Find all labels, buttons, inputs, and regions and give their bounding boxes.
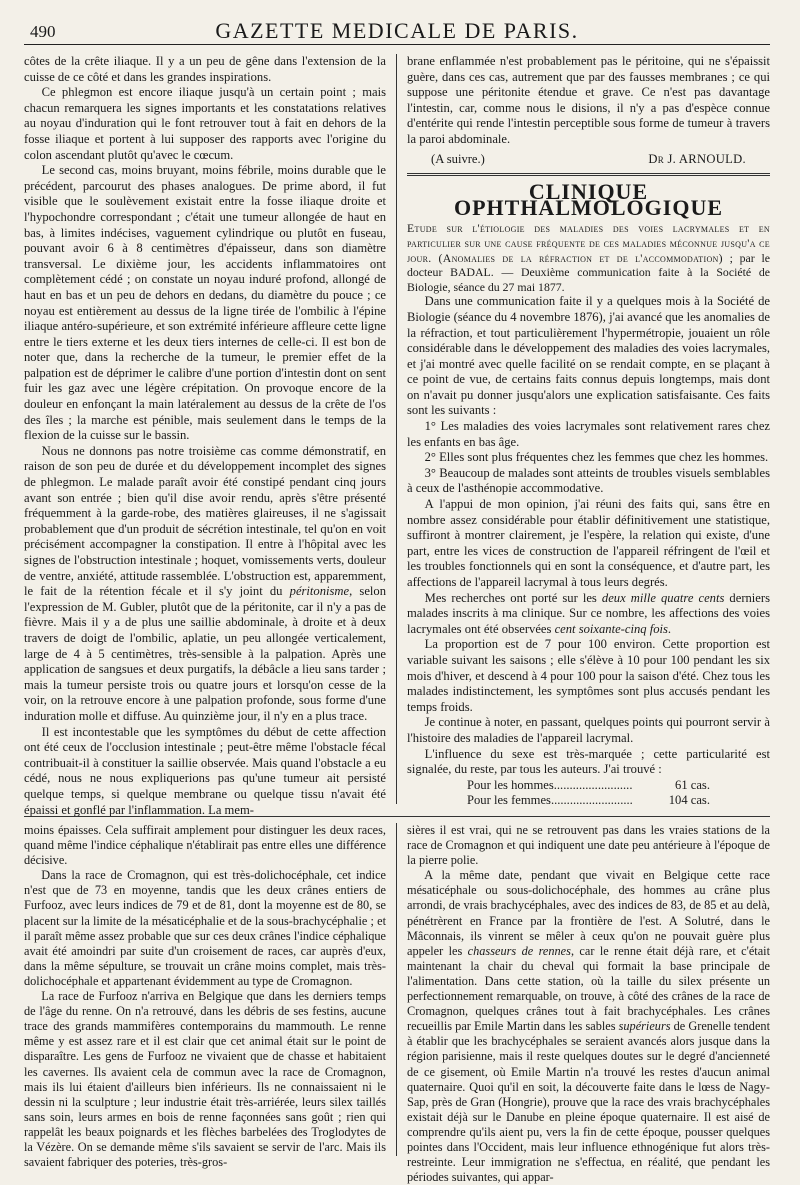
paragraph: Je continue à noter, en passant, quelques points qui pourront servir à l'histoire des maladies de l'appareil lacrymal. [407,715,770,745]
section-title: CLINIQUE OPHTHALMOLOGIQUE [453,179,724,220]
stat-row-men: Pour les hommes......................... 61 cas. [467,777,710,792]
paragraph: Il est incontestable que les symptômes du début de cette affection ont été ceux de l'occlusion intestinale ; peut-être même l'obstacle fécal contribuait-il à constituer la saillie observée. Mais quand l'obstacle a eu cédé, nous ne nous expliquerions pas qu'une tumeur ait persisté quelque temps, si quelque membrane ou quelque tissu n'avait été épaissi et gonflé par l'inflammation. La mem- [24,724,386,817]
paragraph: La proportion est de 7 pour 100 environ. Cette proportion est variable suivant les saisons ; elle s'élève à 10 pour 100 pendant les six mois d'hiver, et descend à 4 pour 100 pour la saison d'été. Chez tous les malades indistinctement, les symptômes sont plus accusés pendant les temps froids. [407,637,770,714]
bottom-section [24,816,771,1185]
paragraph: moins épaisses. Cela suffirait amplement pour distinguer les deux races, quand même l'indice céphalique n'établirait pas entre elles une différence décisive. [24,823,386,868]
paragraph: Nous ne donnons pas notre troisième cas comme démonstratif, en raison de son peu de durée et du développement incomplet des signes de phlegmon. Le malade paraît avoir été constipé pendant cinq jours avant son entrée ; bien qu'il dise avoir rendu, après s'être présenté fréquemment à la garde-robe, des matières glaireuses, il ne s'agissait probablement que d'un produit de sécrétion intestinale, tel qu'on en voit précisément accompagner la constipation. Il entre à l'hôpital avec les signes de l'obstruction intestinale ; hoquet, vomissements verts, douleur de ventre, anxiété, attitude rassemblée. L'obstruction est, apparemment, le fait de la rétention fécale et il s'y joint du péritonisme, selon l'expression de M. Gubler, plutôt que de la péritonite, car il n'y a pas de fièvre. Mais il y a de plus une saillie abdominale, à droite et à deux travers de doigt de l'ombilic, aplatie, un peu allongée verticalement, large de 4 à 5 centimètres, très-sensible à la palpation. Après une application de sangsues et deux purgatifs, la débâcle a lieu sans tarder ; mais la tumeur persiste trois ou quatre jours et lorsqu'on cesse de la voir, on la retrouve encore à une palpation profonde, sous forme d'une induration molle et diffuse. Au quinzième jour, il n'y en a plus trace. [24,443,386,723]
paragraph: Ce phlegmon est encore iliaque jusqu'à un certain point ; mais chacun remarquera les signes importants et les constatations relatives au noyau d'induration qui le font retrouver tout à fait en dehors de la fosse iliaque et portent à lui supposer des rapports avec l'origine du colon ascendant plutôt qu'avec le cœcum. [24,85,386,162]
paragraph: Dans une communication faite il y a quelques mois à la Société de Biologie (séance du 4 novembre 1876), j'ai avancé que les anomalies de la réfraction, et tout particulièrement l'hypermétropie, jouaient un rôle considérable dans le développement des maladies des voies lacrymales, et j'ai montré avec quelle facilité on se rendait compte, en se plaçant à ce point de vue, de certains faits connus depuis longtemps, mais dont on n'avait pu donner jusqu'alors une explication satisfaisante. Ces faits sont les suivants : [407,294,770,418]
right-column [397,54,770,808]
paragraph: 1° Les maladies des voies lacrymales sont relativement rares chez les enfants en bas âge. [407,419,770,449]
page-header [24,14,770,45]
paragraph: La race de Furfooz n'arriva en Belgique que dans les derniers temps de l'âge du renne. On n'a retrouvé, dans les débris de ses festins, aucune trace des grands mammifères contemporains du mammouth. Le renne même y est assez rare et il est clair que cet animal était sur le point de disparaître. Les gens de Furfooz ne vivaient que de chasse et habitaient les cavernes. Ils avaient cela de commun avec la race de Cromagnon, mais ils lui étaient d'ailleurs bien inférieurs. Ils ne connaissaient ni le dessin ni la sculpture ; leur industrie était très-arriérée, leurs silex taillés sans soin, leurs armes en bois de renne façonnées sans goût ; rien qui rappelât les beaux poignards et les flèches barbelées des Troglodytes de la Vézère. On se demande même s'ils savaient se servir de l'arc. Mais ils savaient fabriquer des poteries, très-gros- [24,989,386,1170]
to-be-continued: (A suivre.) [431,151,485,166]
bottom-right-column [397,823,771,1185]
paragraph: A la même date, pendant que vivait en Belgique cette race mésaticéphale ou sous-dolichocéphale, des hommes au crâne plus arrondi, de vrais brachycéphales, avec des indices de 83, de 85 et au delà, pénétrèrent en France par la frontière de l'est. A Solutré, dans le Mâconnais, ils vinrent se mêler à ceux qu'on ne pouvait guère plus appeler les chasseurs de rennes, car le renne était déjà rare, et c'était maintenant la chair du cheval qui formait la base principale de l'alimentation. Dans cette station, où la taille du silex présente un perfectionnement remarquable, on trouve, à côté des crânes de la race de Cromagnon, quelques crânes tout à fait brachycéphales. Les crânes recueillis par Emile Martin dans les sables supérieurs de Grenelle tendent à établir que les brachycéphales se seraient avancés alors jusque dans la région parisienne, mais il reste quelques doutes sur le degré d'ancienneté de ce gisement, où Emile Martin n'a trouvé les restes d'aucun animal quaternaire. Quoi qu'il en soit, la découverte faite dans le lœss de Nagy-Sap, près de Gran (Hongrie), prouve que la race des vrais brachycéphales existait déjà sur le Danube en pleine époque quaternaire. Il est aisé de comprendre qu'ils aient pu, vers la fin de cette époque, pousser quelques pointes dans l'Occident, mais leur influence ethnogénique fut alors très-restreinte. Leur immigration ne s'effectua, en réalité, que pendant les périodes suivantes, qui appar- [407,868,771,1185]
italic-term: péritonisme [289,584,350,599]
paragraph: Dans la race de Cromagnon, qui est très-dolichocéphale, cet indice n'est que de 73 en moyenne, tandis que les deux crânes entiers de Furfooz, avec leurs indices de 79 et de 81, dont la moyenne est de 80, se placent sur la limite de la mésaticéphalie et de la sous-brachycéphalie ; et il paraît même assez probable que sur ces deux crânes l'indice céphalique avait été amoindri par suite d'un croisement de races, car auprès d'eux, dans la même sépulture, se trouvait un crâne moins complet, mais très-dolichocéphale et appartenant évidemment au type de Cromagnon. [24,868,386,988]
top-section [24,54,770,817]
section-divider [407,173,770,176]
left-column [24,54,397,817]
paragraph: Le second cas, moins bruyant, moins fébrile, moins durable que le précédent, parcourut des phases analogues. De prime abord, il fut visible que le soulèvement existait entre la fosse iliaque droite et l'hypochondre correspondant ; c'était une tumeur allongée de haut en bas, à limites indécises, vaguement cylindrique ou plutôt en fuseau, pouvant avoir 6 à 8 centimètres d'épaisseur, dans son diamètre transversal. Le dixième jour, les accidents inflammatoires ont complètement cédé ; on constate un noyau induré profond, allongé de haut en bas et un peu de dehors en dedans, du diamètre du pouce ; ce noyau est entièrement au dessus de la ligne tirée de l'ombilic à l'épine iliaque antéro-supérieure, et son extrémité inférieure affleure cette ligne entre le tiers externe et les deux tiers internes de celle-ci. Il est bon de noter que, dans la recherche de la tumeur, le premier effet de la palpation est de déprimer le calibre d'une portion d'intestin dont on sent fuir les gaz avec une légère crépitation. On provoque encore de la douleur en enfonçant la main latéralement au dessus de la crête de l'os des îles ; la marche est pénible, mais seulement dans le temps de la flexion de la cuisse sur le bassin. [24,163,386,443]
paragraph: A l'appui de mon opinion, j'ai réuni des faits qui, sans être en nombre assez considérable pour établir définitivement une statistique, suffiront à montrer clairement, je l'espère, la relation qui existe, d'une part, entre les vices de construction de l'appareil réfringent de l'œil et les troubles fonctionnels qui en sont la conséquence, et d'autre part, les affections de l'appareil lacrymal à tous leurs degrés. [407,497,770,589]
paragraph: brane enflammée n'est probablement pas le péritoine, qui ne s'épaissit guère, dans ces cas, autrement que par des fausses membranes ; ce qui suppose une péritonite étendue et grave. Ce n'est pas davantage l'intestin, car, comme nous le disions, il n'y a pas d'espèce connue d'entérite qui rende l'intestin perceptible sous forme de tumeur à travers la paroi abdominale. [407,54,770,146]
paragraph: côtes de la crête iliaque. Il y a un peu de gêne dans l'extension de la cuisse de ce côté et dans les grandes inspirations. [24,54,386,84]
bottom-left-column [24,823,397,1170]
article-subtitle: Etude sur l'étiologie des maladies des voies lacrymales et en particulier sur une cause fréquente de ces maladies méconnue jusqu'a ce jour. (Anomalies de la réfraction et de l'accommodation) ; par le docteur BADAL. — Deuxième communication faite à la Société de Biologie, séance du 27 mai 1877. [407,221,770,294]
paragraph: sières il est vrai, qui ne se retrouvent pas dans les vraies stations de la race de Cromagnon et qui indiquent une date peu antérieure à l'époque de la pierre polie. [407,823,770,868]
page-number: 490 [30,22,56,41]
author-name: Dr J. ARNOULD. [648,151,746,166]
paragraph: Mes recherches ont porté sur les deux mille quatre cents derniers malades inscrits à ma clinique. Sur ce nombre, les affections des voies lacrymales ont été observées cent soixante-cinq fois. [407,590,770,636]
paragraph: 3° Beaucoup de malades sont atteints de troubles visuels semblables à ceux de l'asthénopie accommodative. [407,465,770,496]
paragraph: 2° Elles sont plus fréquentes chez les femmes que chez les hommes. [424,450,769,465]
journal-title: GAZETTE MEDICALE DE PARIS. [215,18,579,43]
stat-row-women: Pour les femmes.......................... 104 cas. [467,793,710,808]
paragraph: L'influence du sexe est très-marquée ; cette particularité est signalée, du reste, par tous les auteurs. J'ai trouvé : [407,746,770,777]
article-signature [407,152,770,168]
